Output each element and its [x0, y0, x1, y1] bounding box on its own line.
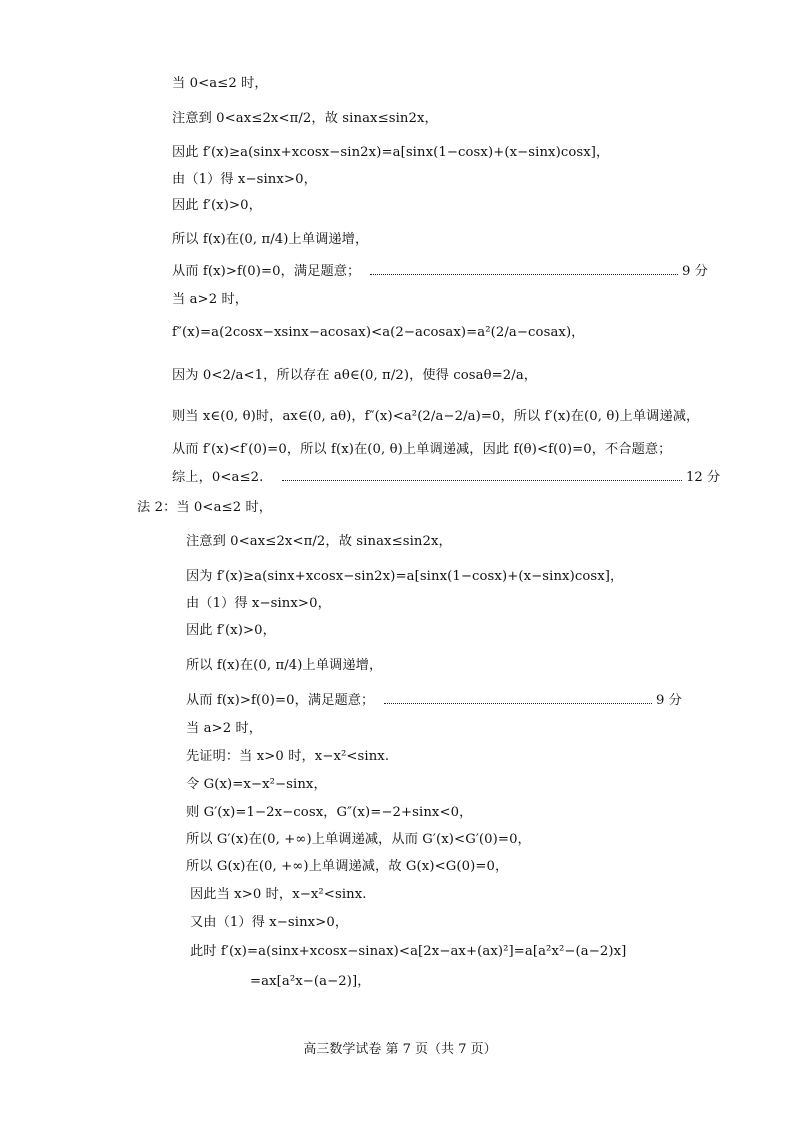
text-line: 从而 f(x)>f(0)=0，满足题意； [186, 693, 375, 708]
text-line: 因此 f′(x)≥a(sinx+xcosx−sin2x)=a[sinx(1−cosx)+(x−sinx)cosx]， [172, 145, 610, 160]
text-line: 注意到 0<ax≤2x<π/2，故 sinax≤sin2x， [186, 534, 452, 549]
text-line: =ax[a²x−(a−2)]， [250, 974, 371, 989]
text-line: 又由（1）得 x−sinx>0， [190, 915, 349, 930]
score-mark: 9 分 [656, 693, 682, 708]
text-line: 所以 G(x)在(0, +∞)上单调递减，故 G(x)<G(0)=0， [186, 859, 509, 874]
page-footer: 高三数学试卷 第 7 页（共 7 页） [303, 1042, 497, 1057]
text-line: 综上，0<a≤2. [172, 470, 264, 485]
text-line: 当 a>2 时， [186, 721, 263, 736]
leader-dots [384, 703, 652, 704]
text-line: 则当 x∈(0, θ)时，ax∈(0, aθ)，f″(x)<a²(2/a−2/a)=0，所以 f′(x)在(0, θ)上单调递减， [172, 409, 700, 424]
text-line: 当 a>2 时， [172, 292, 249, 307]
score-mark: 9 分 [682, 264, 708, 279]
text-line: 法 2：当 0<a≤2 时， [137, 500, 273, 515]
text-line: 由（1）得 x−sinx>0， [172, 172, 317, 187]
text-line: 由（1）得 x−sinx>0， [186, 596, 331, 611]
text-line: 则 G′(x)=1−2x−cosx，G″(x)=−2+sinx<0， [186, 805, 473, 820]
text-line: 所以 G′(x)在(0, +∞)上单调递减，从而 G′(x)<G′(0)=0， [186, 832, 531, 847]
text-line: 因此 f′(x)>0， [186, 623, 276, 638]
score-mark: 12 分 [686, 470, 721, 485]
text-line: 从而 f′(x)<f′(0)=0，所以 f(x)在(0, θ)上单调递减，因此 f(θ)<f(0)=0，不合题意； [172, 442, 672, 457]
text-line: 从而 f(x)>f(0)=0，满足题意； [172, 264, 361, 279]
text-line: 因为 0<2/a<1，所以存在 aθ∈(0, π/2)，使得 cosaθ=2/a， [172, 368, 538, 383]
text-line: 注意到 0<ax≤2x<π/2，故 sinax≤sin2x， [172, 111, 438, 126]
leader-dots [370, 274, 678, 275]
text-line: 此时 f′(x)=a(sinx+xcosx−sinax)<a[2x−ax+(ax)²]=a[a²x²−(a−2)x] [190, 944, 627, 959]
leader-dots [282, 480, 682, 481]
text-line: 所以 f(x)在(0, π/4)上单调递增， [186, 658, 383, 673]
text-line: 令 G(x)=x−x²−sinx， [186, 777, 327, 792]
text-line: 因此 f′(x)>0， [172, 198, 262, 213]
text-line: 因为 f′(x)≥a(sinx+xcosx−sin2x)=a[sinx(1−cosx)+(x−sinx)cosx]， [186, 569, 624, 584]
text-line: f″(x)=a(2cosx−xsinx−acosax)<a(2−acosax)=a²(2/a−cosax)， [172, 325, 585, 340]
text-line: 当 0<a≤2 时， [172, 76, 268, 91]
text-line: 因此当 x>0 时，x−x²<sinx. [190, 887, 367, 902]
text-line: 先证明：当 x>0 时，x−x²<sinx. [186, 749, 390, 764]
text-line: 所以 f(x)在(0, π/4)上单调递增， [172, 232, 369, 247]
